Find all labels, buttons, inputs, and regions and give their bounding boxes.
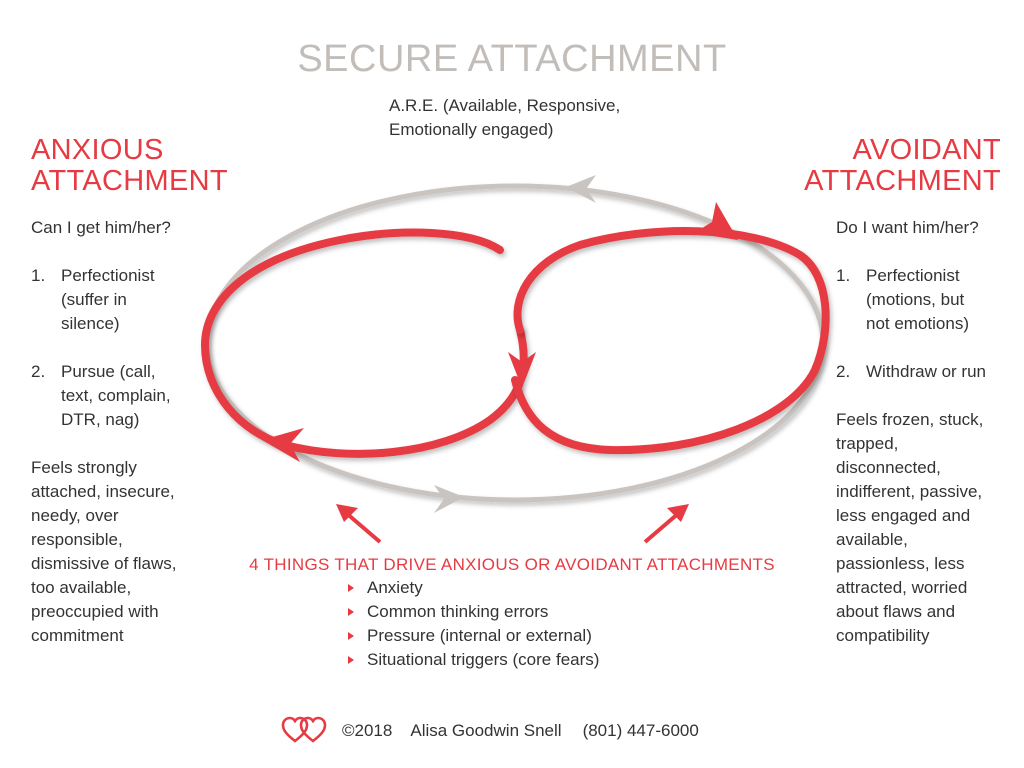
feelings-line: Feels frozen, stuck, (836, 410, 984, 429)
item-line: Perfectionist (61, 266, 155, 285)
avoidant-question: Do I want him/her? (836, 218, 979, 237)
phone-number: (801) 447-6000 (582, 721, 699, 740)
item-text (61, 264, 206, 336)
feelings-line: compatibility (836, 626, 930, 645)
feelings-line: commitment (31, 626, 124, 645)
footer (282, 721, 699, 741)
feelings-line: Feels strongly (31, 458, 137, 477)
feelings-line: needy, over (31, 506, 119, 525)
avoidant-column (836, 216, 1016, 648)
item-line: silence) (61, 314, 120, 333)
anxious-heading-line: ANXIOUS (31, 134, 164, 166)
feelings-line: about flaws and (836, 602, 956, 621)
item-number: 1. (836, 266, 851, 285)
feelings-line: too available, (31, 578, 132, 597)
drivers-list-item: Situational triggers (core fears) (346, 648, 599, 672)
drivers-heading: 4 THINGS THAT DRIVE ANXIOUS OR AVOIDANT ATTACHMENTS (249, 555, 775, 574)
drivers-list-item: Anxiety (346, 576, 599, 600)
item-text (61, 360, 206, 432)
driver-arrow-right-icon (645, 504, 689, 542)
item-line: (suffer in (61, 290, 127, 309)
drivers-list-item: Pressure (internal or external) (346, 624, 599, 648)
anxious-heading (31, 135, 228, 197)
gray-arrow-bottom-icon (434, 485, 464, 513)
feelings-line: dismissive of flaws, (31, 554, 177, 573)
feelings-line: available, (836, 530, 908, 549)
item-text (866, 264, 1016, 336)
feelings-line: passionless, less (836, 554, 965, 573)
item-line: not emotions) (866, 314, 969, 333)
anxious-column (31, 216, 206, 648)
feelings-line: attached, insecure, (31, 482, 175, 501)
page-title: SECURE ATTACHMENT (297, 38, 727, 80)
feelings-line: attracted, worried (836, 578, 968, 597)
avoidant-feelings (836, 408, 1016, 648)
avoidant-item-1 (836, 264, 1016, 336)
anxious-loop (205, 233, 524, 454)
author-name: Alisa Goodwin Snell (410, 721, 562, 740)
feelings-line: disconnected, (836, 458, 941, 477)
item-line: Withdraw or run (866, 362, 986, 381)
item-line: Pursue (call, (61, 362, 156, 381)
feelings-line: less engaged and (836, 506, 971, 525)
secure-description (389, 94, 669, 142)
item-line: Perfectionist (866, 266, 960, 285)
secure-description-line: Emotionally engaged) (389, 120, 554, 139)
item-number: 1. (31, 266, 46, 285)
item-line: DTR, nag) (61, 410, 140, 429)
driver-arrow-left-icon (336, 504, 380, 542)
avoidant-heading-line: ATTACHMENT (804, 165, 1001, 197)
drivers-list-item: Common thinking errors (346, 600, 599, 624)
drivers-list (346, 576, 599, 672)
item-line: (motions, but (866, 290, 965, 309)
anxious-question: Can I get him/her? (31, 218, 171, 237)
item-text (866, 360, 1016, 384)
anxious-item-1 (31, 264, 206, 336)
item-number: 2. (836, 362, 851, 381)
item-line: text, complain, (61, 386, 171, 405)
feelings-line: indifferent, passive, (836, 482, 983, 501)
copyright-text: ©2018 (342, 721, 393, 740)
avoidant-heading (804, 135, 1001, 197)
item-number: 2. (31, 362, 46, 381)
avoidant-item-2 (836, 360, 1016, 384)
feelings-line: trapped, (836, 434, 899, 453)
anxious-feelings (31, 456, 206, 648)
avoidant-heading-line: AVOIDANT (852, 134, 1001, 166)
anxious-heading-line: ATTACHMENT (31, 165, 228, 197)
secure-description-line: A.R.E. (Available, Responsive, (389, 96, 621, 115)
feelings-line: preoccupied with (31, 602, 159, 621)
anxious-item-2 (31, 360, 206, 432)
feelings-line: responsible, (31, 530, 123, 549)
